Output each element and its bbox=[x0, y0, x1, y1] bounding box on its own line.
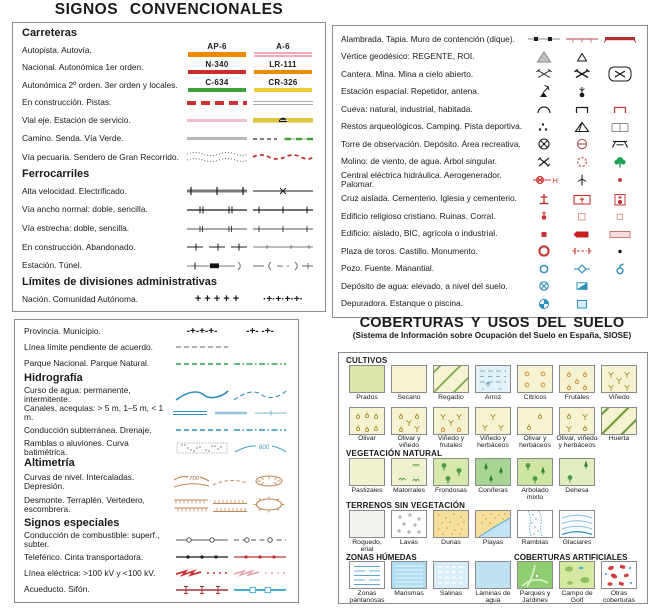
swatch-label: Viñedo y frutales bbox=[437, 435, 465, 450]
road-shield bbox=[184, 61, 250, 75]
row-label: Cruz aislada. Cementerio. Iglesia y cementerio. bbox=[341, 193, 517, 204]
camino-symbol bbox=[184, 137, 250, 139]
fuente-symbol bbox=[563, 261, 601, 277]
swatch-label: Ramblas bbox=[521, 538, 549, 546]
ff-tunel-symbol bbox=[250, 258, 316, 274]
legend-row bbox=[24, 494, 289, 517]
row-label: Línea límite pendiente de acuerdo. bbox=[24, 341, 153, 352]
arbol-symbol bbox=[601, 154, 639, 170]
monumento-symbol bbox=[601, 243, 639, 259]
row-label: Edificio: aislado, BIC, agrícola o industrial. bbox=[341, 228, 498, 239]
ff-aband-symbol bbox=[250, 239, 316, 255]
olivar-vinedo-herb-swatch bbox=[556, 408, 598, 450]
legend-row bbox=[24, 339, 289, 355]
section-header: VEGETACIÓN NATURAL bbox=[346, 449, 443, 459]
row-label: Edificio religioso cristiano. Ruinas. Corral. bbox=[341, 210, 496, 221]
swatch-label: Prados bbox=[356, 393, 378, 401]
text-symbol: + + + + + bbox=[194, 293, 240, 306]
legend-row bbox=[341, 31, 639, 47]
arbolado-mixto-swatch bbox=[514, 459, 556, 501]
pipe-dash-symbol bbox=[231, 532, 289, 548]
repetidor-symbol bbox=[563, 84, 601, 100]
row-label: Alambrada. Tapia. Muro de contención (dique). bbox=[341, 33, 515, 44]
legend-row bbox=[22, 43, 316, 58]
swatch-label: Dunas bbox=[441, 538, 461, 546]
cueva-n-symbol bbox=[525, 101, 563, 117]
legend-row bbox=[341, 208, 639, 224]
swatch-label: Olivar y viñedo bbox=[397, 435, 421, 450]
swatch-label: Láminas de agua bbox=[475, 589, 511, 604]
swatch-label: Cítricos bbox=[523, 393, 547, 401]
swatch-label: Dehesa bbox=[565, 486, 589, 494]
svg-text:700: 700 bbox=[188, 476, 199, 483]
regente-symbol bbox=[525, 49, 563, 65]
religioso-symbol bbox=[525, 208, 563, 224]
swatch-label: Roquedo, erial bbox=[352, 538, 382, 554]
frutales-swatch bbox=[556, 366, 598, 408]
row-label: Nación. Comunidad Autónoma. bbox=[22, 293, 138, 304]
citricos-swatch bbox=[514, 366, 556, 408]
text-symbol: -+-+-+- bbox=[186, 326, 218, 337]
swatch-label: Otras coberturas bbox=[602, 589, 636, 604]
row-label: Autopista. Autovía. bbox=[22, 44, 92, 55]
road-shield bbox=[250, 61, 316, 75]
row-label: Camino. Senda. Vía Verde. bbox=[22, 133, 124, 144]
swatch-label: Secano bbox=[397, 393, 421, 401]
corral-symbol bbox=[601, 208, 639, 224]
curvas-nivel-symbol bbox=[171, 472, 210, 492]
salinas-swatch bbox=[430, 562, 472, 604]
roquedo-swatch bbox=[346, 511, 388, 553]
legend-row bbox=[24, 439, 289, 457]
tapia-symbol bbox=[563, 31, 601, 47]
row-label: Nacional. Autonómica 1er orden. bbox=[22, 62, 144, 73]
roi-symbol bbox=[563, 49, 601, 65]
zigzag-symbol bbox=[231, 565, 289, 581]
ff-estrecha-doble-symbol bbox=[184, 221, 250, 237]
swatch-label: Arbolado mixto bbox=[521, 486, 549, 502]
swatch-label: Marismas bbox=[394, 589, 424, 597]
road-shield bbox=[250, 79, 316, 93]
road-shield bbox=[250, 43, 316, 57]
row-label: Conducción subterránea. Drenaje. bbox=[24, 424, 152, 435]
deposito-symbol bbox=[563, 136, 601, 152]
shield-symbol bbox=[184, 61, 250, 75]
arroz-swatch bbox=[472, 366, 514, 408]
legend-row bbox=[22, 202, 316, 218]
cueva-h-symbol bbox=[601, 101, 639, 117]
curve-symbol bbox=[173, 387, 231, 403]
molino-a-symbol bbox=[563, 154, 601, 170]
swatch-label: Pastizales bbox=[351, 486, 383, 494]
pastizales-swatch bbox=[346, 459, 388, 501]
legend-row bbox=[24, 531, 289, 549]
otras-swatch bbox=[598, 562, 640, 604]
legend-row bbox=[24, 422, 289, 438]
row-label: Restos arqueológicos. Camping. Pista deportiva. bbox=[341, 121, 523, 132]
palomar-symbol bbox=[601, 172, 639, 188]
swatch-label: Lavas bbox=[399, 538, 419, 546]
road-shield-label: CR-326 bbox=[268, 77, 298, 87]
legend-row bbox=[24, 324, 289, 339]
section-header: Carreteras bbox=[22, 27, 78, 39]
dotline-symbol bbox=[231, 549, 289, 565]
parques-swatch bbox=[514, 562, 556, 604]
row-label: Ramblas o aluviones. Curva batimétrica. bbox=[24, 437, 129, 457]
shield-symbol bbox=[184, 79, 250, 93]
dashes-symbol bbox=[173, 422, 231, 438]
torre-symbol bbox=[525, 136, 563, 152]
swatch-row bbox=[346, 408, 640, 450]
pecuaria-symbol bbox=[184, 149, 250, 165]
row-label: Molino: de viento, de agua. Árbol singular. bbox=[341, 156, 497, 167]
depuradora-symbol bbox=[525, 296, 563, 312]
legend-row bbox=[341, 171, 639, 189]
depresion-symbol bbox=[250, 472, 289, 492]
swatch-label: Viñedo bbox=[608, 393, 630, 401]
area-symbol bbox=[601, 136, 639, 152]
text-symbol: -+- -+- bbox=[246, 326, 274, 337]
coberturas-subtitle: (Sistema de Información sobre Ocupación del Suelo en España, SIOSE) bbox=[352, 331, 632, 340]
ff-estrecha-sencilla-symbol bbox=[250, 221, 316, 237]
regadio-swatch bbox=[430, 366, 472, 408]
swatch-row bbox=[346, 562, 640, 604]
road-shield bbox=[184, 79, 250, 93]
ff-doble-symbol bbox=[184, 202, 250, 218]
row-label: Curvas de nivel. Intercaladas. Depresión. bbox=[24, 472, 135, 492]
marismas-swatch bbox=[388, 562, 430, 604]
row-label: Parque Nacional. Parque Natural. bbox=[24, 358, 150, 369]
cementerio-symbol bbox=[563, 191, 601, 207]
coberturas-header bbox=[336, 316, 648, 340]
row-label: Vía ancho normal: doble, sencilla. bbox=[22, 204, 148, 215]
dashdot-symbol bbox=[231, 356, 289, 372]
vinedo-frutales-swatch bbox=[430, 408, 472, 450]
gr-symbol bbox=[250, 149, 316, 165]
golf-swatch bbox=[556, 562, 598, 604]
curva-dash-symbol bbox=[210, 472, 249, 492]
swatch-label: Playas bbox=[482, 538, 504, 546]
svg-text:600: 600 bbox=[258, 443, 270, 451]
molino-v-symbol bbox=[525, 154, 563, 170]
prados-swatch bbox=[346, 366, 388, 408]
vertedero-symbol bbox=[250, 495, 289, 515]
legend-row bbox=[24, 549, 289, 565]
dehesa-swatch bbox=[556, 459, 598, 501]
shield-symbol bbox=[184, 43, 250, 57]
legend-row bbox=[22, 60, 316, 75]
dashes-symbol bbox=[173, 356, 231, 372]
swatch-label: Arroz bbox=[484, 393, 502, 401]
row-label: Cantera. Mina. Mina a cielo abierto. bbox=[341, 68, 474, 79]
legend-row bbox=[22, 78, 316, 93]
row-label: Canales, acequias: > 5 m, 1–5 m, < 1 m. bbox=[24, 402, 164, 422]
legend-row bbox=[341, 154, 639, 170]
laminas-swatch bbox=[472, 562, 514, 604]
road-shield-label: LR-111 bbox=[269, 59, 297, 69]
swatch-row bbox=[346, 511, 640, 553]
fringe-up-symbol bbox=[210, 495, 249, 515]
manantial-symbol bbox=[601, 261, 639, 277]
huerta-swatch bbox=[598, 408, 640, 450]
legend-row bbox=[341, 84, 639, 100]
swatch-label: Glaciares bbox=[562, 538, 592, 546]
ff-alta-symbol bbox=[184, 183, 250, 199]
swatch-label: Campo de Golf bbox=[561, 589, 593, 604]
section-header: Límites de divisiones administrativas bbox=[22, 276, 218, 289]
row-label: Depuradora. Estanque o piscina. bbox=[341, 298, 463, 309]
agricola-symbol bbox=[601, 226, 639, 242]
row-label: Vía pecuaria. Sendero de Gran Recorrido. bbox=[22, 151, 179, 162]
row-label: Provincia. Municipio. bbox=[24, 326, 101, 336]
legend-row bbox=[24, 386, 289, 404]
legend-row bbox=[24, 582, 289, 598]
row-label: Estación espacial. Repetidor, antena. bbox=[341, 86, 480, 97]
batimetrica-symbol bbox=[231, 440, 289, 456]
swatch-label: Regadío bbox=[438, 393, 464, 401]
zigzag-symbol bbox=[173, 565, 231, 581]
legend-row bbox=[341, 261, 639, 277]
legend-row bbox=[22, 113, 316, 128]
legend-row bbox=[341, 296, 639, 312]
ruinas-symbol bbox=[563, 208, 601, 224]
agua-suelo-symbol bbox=[563, 278, 601, 294]
legend-row bbox=[24, 565, 289, 581]
acueducto-symbol bbox=[173, 582, 231, 598]
coniferas-swatch bbox=[472, 459, 514, 501]
olivar-herb-swatch bbox=[514, 408, 556, 450]
camping-symbol bbox=[563, 119, 601, 135]
pistas-symbol bbox=[250, 101, 316, 105]
sifon-symbol bbox=[231, 582, 289, 598]
iglesia-cem-symbol bbox=[601, 191, 639, 207]
swatch-label: Olivar y herbáceos bbox=[519, 435, 551, 450]
swatch-label: Matorrales bbox=[392, 486, 426, 494]
shield-symbol bbox=[250, 43, 316, 57]
ff-sencilla-symbol bbox=[250, 202, 316, 218]
dunas-swatch bbox=[430, 511, 472, 553]
plaza-symbol bbox=[525, 243, 563, 259]
curve-dash-symbol bbox=[231, 387, 289, 403]
constr-symbol bbox=[184, 101, 250, 105]
shield-symbol bbox=[250, 79, 316, 93]
row-label: Cueva: natural, industrial, habitada. bbox=[341, 103, 473, 114]
row-label: En construcción. Abandonado. bbox=[22, 241, 136, 252]
row-label: Vial eje. Estación de servicio. bbox=[22, 114, 131, 125]
swatch-row bbox=[346, 366, 640, 408]
row-label: Teleférico. Cinta transportadora. bbox=[24, 551, 144, 562]
mina-ca-symbol bbox=[601, 66, 639, 82]
text-symbol: ·+·+·+·+· bbox=[262, 293, 303, 305]
espacial-symbol bbox=[525, 84, 563, 100]
simbolos-puntuales-panel bbox=[332, 25, 648, 318]
pipe-symbol bbox=[173, 532, 231, 548]
glaciares-swatch bbox=[556, 511, 598, 553]
castillo-symbol bbox=[563, 243, 601, 259]
row-label: Estación. Túnel. bbox=[22, 260, 82, 271]
dual-section-headers bbox=[346, 553, 640, 562]
legend-row bbox=[22, 292, 316, 307]
fringe-down-symbol bbox=[171, 495, 210, 515]
section-header: ZONAS HÚMEDAS bbox=[346, 553, 417, 563]
section-header: Ferrocarriles bbox=[22, 167, 90, 180]
legend-row bbox=[22, 258, 316, 274]
carreteras-ferrocarriles-panel bbox=[12, 22, 326, 312]
swatch-label: Coníferas bbox=[478, 486, 508, 494]
section-header: Altimetría bbox=[24, 457, 75, 470]
estanque-symbol bbox=[563, 296, 601, 312]
section-header: TERRENOS SIN VEGETACIÓN bbox=[346, 501, 466, 511]
pista-symbol bbox=[601, 119, 639, 135]
swatch-label: Frutales bbox=[564, 393, 590, 401]
swatch-label: Salinas bbox=[439, 589, 463, 597]
swatch-label: Zonas pantanosas bbox=[349, 589, 385, 604]
muro-symbol bbox=[601, 31, 639, 47]
vial-eje-symbol bbox=[184, 119, 250, 121]
road-shield-label: C-634 bbox=[205, 77, 229, 87]
legend-row bbox=[341, 191, 639, 207]
svg-text:H: H bbox=[552, 176, 558, 186]
pantanosas-swatch bbox=[346, 562, 388, 604]
row-label: En construcción. Pistas. bbox=[22, 97, 112, 108]
row-label: Línea eléctrica: >100 kV y <100 kV. bbox=[24, 567, 156, 578]
legend-row bbox=[22, 183, 316, 199]
frondosas-swatch bbox=[430, 459, 472, 501]
playas-swatch bbox=[472, 511, 514, 553]
row-label: Alta velocidad. Electrificado. bbox=[22, 185, 127, 196]
swatch-label: Huerta bbox=[608, 435, 630, 442]
swatch-label: Frondosas bbox=[434, 486, 468, 494]
row-label: Acueducto. Sifón. bbox=[24, 584, 90, 595]
legend-row bbox=[22, 239, 316, 255]
legend-row bbox=[341, 243, 639, 259]
row-label: Central eléctrica hidráulica. Aerogenerador. Palomar. bbox=[341, 170, 502, 190]
legend-row bbox=[22, 221, 316, 237]
legend-row bbox=[22, 95, 316, 110]
vinedo-herb-swatch bbox=[472, 408, 514, 450]
limites-hidrografia-altimetria-panel bbox=[14, 319, 299, 603]
swatch-label: Parques y Jardines bbox=[519, 589, 551, 604]
legend-row bbox=[341, 278, 639, 294]
alambrada-symbol bbox=[525, 31, 563, 47]
olivar-vinedo-swatch bbox=[388, 408, 430, 450]
aero-symbol bbox=[563, 172, 601, 188]
legend-row bbox=[341, 136, 639, 152]
senda-verde-symbol bbox=[250, 131, 316, 147]
coberturas-panel bbox=[338, 352, 648, 604]
matorrales-swatch bbox=[388, 459, 430, 501]
legend-row bbox=[22, 131, 316, 147]
legend-row bbox=[24, 404, 289, 422]
ff-estacion-symbol bbox=[184, 258, 250, 274]
legend-row bbox=[22, 149, 316, 165]
row-label: Autonómica 2º orden. 3er orden y locales. bbox=[22, 79, 178, 90]
secano-swatch bbox=[388, 366, 430, 408]
olivar-swatch bbox=[346, 408, 388, 450]
central-symbol bbox=[525, 172, 563, 188]
legend-row bbox=[341, 226, 639, 242]
ff-constr-symbol bbox=[184, 239, 250, 255]
cueva-i-symbol bbox=[563, 101, 601, 117]
swatch-label: Viñedo y herbáceos bbox=[477, 435, 509, 450]
bic-symbol bbox=[563, 226, 601, 242]
coberturas-title: COBERTURAS Y USOS DEL SUELO bbox=[359, 315, 625, 331]
lavas-swatch bbox=[388, 511, 430, 553]
ff-elec-symbol bbox=[250, 183, 316, 199]
road-shield-label: N-340 bbox=[205, 59, 229, 69]
aislado-symbol bbox=[525, 226, 563, 242]
road-shield bbox=[184, 43, 250, 57]
restos-symbol bbox=[525, 119, 563, 135]
shield-symbol bbox=[250, 61, 316, 75]
dashes-symbol bbox=[173, 339, 231, 355]
row-label: Vértice geodésico: REGENTE, ROI. bbox=[341, 51, 475, 62]
vinedo-swatch bbox=[598, 366, 640, 408]
legend-row bbox=[341, 66, 639, 82]
swatch-label: Olivar, viñedo y herbáceos bbox=[556, 435, 598, 450]
legend-row bbox=[341, 119, 639, 135]
row-label: Curso de agua: permanente, intermitente. bbox=[24, 384, 131, 404]
pozo-symbol bbox=[525, 261, 563, 277]
row-label: Plaza de toros. Castillo. Monumento. bbox=[341, 245, 478, 256]
agua-elev-symbol bbox=[525, 278, 563, 294]
row-label: Pozo. Fuente. Manantial. bbox=[341, 263, 435, 274]
swatch-row bbox=[346, 459, 640, 501]
cantera-symbol bbox=[525, 66, 563, 82]
section-header: Signos especiales bbox=[24, 517, 120, 530]
ramblas-t-swatch bbox=[514, 511, 556, 553]
canales-symbol bbox=[171, 405, 289, 421]
road-shield-label: A-6 bbox=[276, 42, 290, 52]
legend-row bbox=[24, 356, 289, 372]
mina-symbol bbox=[563, 66, 601, 82]
page-title: SIGNOS CONVENCIONALES bbox=[54, 1, 284, 18]
legend-row bbox=[24, 471, 289, 494]
row-label: Conducción de combustible: superf., subter. bbox=[24, 529, 160, 549]
section-header: CULTIVOS bbox=[346, 356, 388, 365]
dashdot-symbol bbox=[231, 422, 289, 438]
dotline-symbol bbox=[173, 549, 231, 565]
swatch-label: Olivar bbox=[358, 435, 376, 442]
road-shield-label: AP-6 bbox=[207, 42, 227, 52]
section-header: COBERTURAS ARTIFICIALES bbox=[514, 553, 628, 563]
ramblas-symbol bbox=[173, 440, 231, 456]
row-label: Vía estrecha: doble, sencilla. bbox=[22, 223, 130, 234]
legend-row bbox=[341, 49, 639, 65]
gas-symbol bbox=[250, 114, 316, 126]
row-label: Depósito de agua: elevado, a nivel del suelo. bbox=[341, 280, 508, 291]
row-label: Desmonte. Terraplén. Vertedero, escombrera. bbox=[24, 495, 145, 515]
section-header: Hidrografía bbox=[24, 372, 83, 385]
row-label: Torre de observación. Depósito. Área recreativa. bbox=[341, 138, 521, 149]
cruz-symbol bbox=[525, 191, 563, 207]
legend-row bbox=[341, 101, 639, 117]
